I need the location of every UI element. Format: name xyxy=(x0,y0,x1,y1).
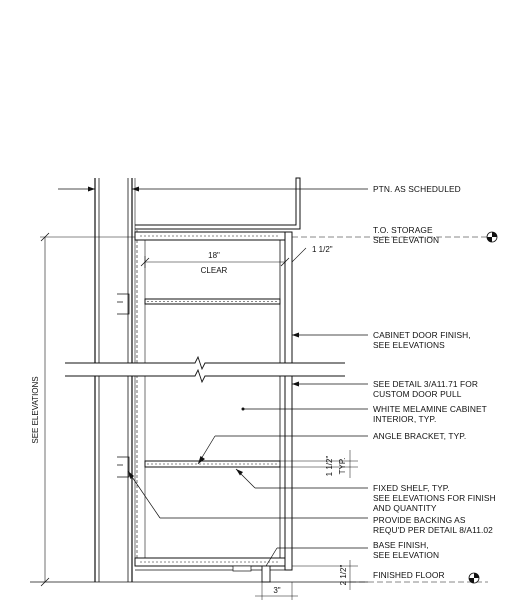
dim-door-offset xyxy=(292,245,333,262)
note-to-storage-2: SEE ELEVATION xyxy=(373,235,440,245)
break-line xyxy=(60,357,370,382)
note-to-storage-1: T.O. STORAGE xyxy=(373,225,433,235)
note-backing-1: PROVIDE BACKING AS xyxy=(373,515,466,525)
dim-base-inset xyxy=(255,582,298,600)
shelves xyxy=(145,240,280,558)
note-backing-2: REQU'D PER DETAIL 8/A11.02 xyxy=(373,525,493,535)
cabinet-box xyxy=(30,232,368,582)
clear-label: CLEAR xyxy=(200,266,228,275)
note-base-finish-2: SEE ELEVATION xyxy=(373,550,440,560)
note-fixed-shelf-3: AND QUANTITY xyxy=(373,503,437,513)
dim-clear xyxy=(141,251,289,275)
dim-see-elevations xyxy=(31,233,135,586)
note-see-detail-2: CUSTOM DOOR PULL xyxy=(373,389,462,399)
dim-base-height xyxy=(292,560,358,590)
backing-blocks xyxy=(117,294,129,477)
note-finished-floor: FINISHED FLOOR xyxy=(373,570,445,580)
note-melamine-1: WHITE MELAMINE CABINET xyxy=(373,404,487,414)
notes xyxy=(373,184,496,580)
floor-target-icon xyxy=(469,573,479,583)
shelf-depth-label: 1 1/2" xyxy=(325,455,334,477)
soffit-partition xyxy=(135,178,300,229)
note-ptn: PTN. AS SCHEDULED xyxy=(373,184,461,194)
base-height-label: 2 1/2" xyxy=(339,564,348,586)
ptn-leader xyxy=(58,187,368,192)
clear-width-label: 18" xyxy=(208,251,220,260)
note-cabinet-door-2: SEE ELEVATIONS xyxy=(373,340,445,350)
note-melamine-2: INTERIOR, TYP. xyxy=(373,414,437,424)
base-inset-label: 3" xyxy=(273,586,281,595)
note-cabinet-door-1: CABINET DOOR FINISH, xyxy=(373,330,471,340)
note-angle-bracket: ANGLE BRACKET, TYP. xyxy=(373,431,467,441)
note-fixed-shelf-2: SEE ELEVATIONS FOR FINISH xyxy=(373,493,496,503)
elevation-target-icon xyxy=(487,232,497,242)
door-offset-label: 1 1/2" xyxy=(312,245,333,254)
partition-wall xyxy=(95,178,137,582)
note-fixed-shelf-1: FIXED SHELF, TYP. xyxy=(373,483,450,493)
shelf-typ-label: TYP. xyxy=(338,457,347,475)
see-elevations-vertical: SEE ELEVATIONS xyxy=(31,376,40,444)
note-base-finish-1: BASE FINISH, xyxy=(373,540,429,550)
note-see-detail-1: SEE DETAIL 3/A11.71 FOR xyxy=(373,379,479,389)
